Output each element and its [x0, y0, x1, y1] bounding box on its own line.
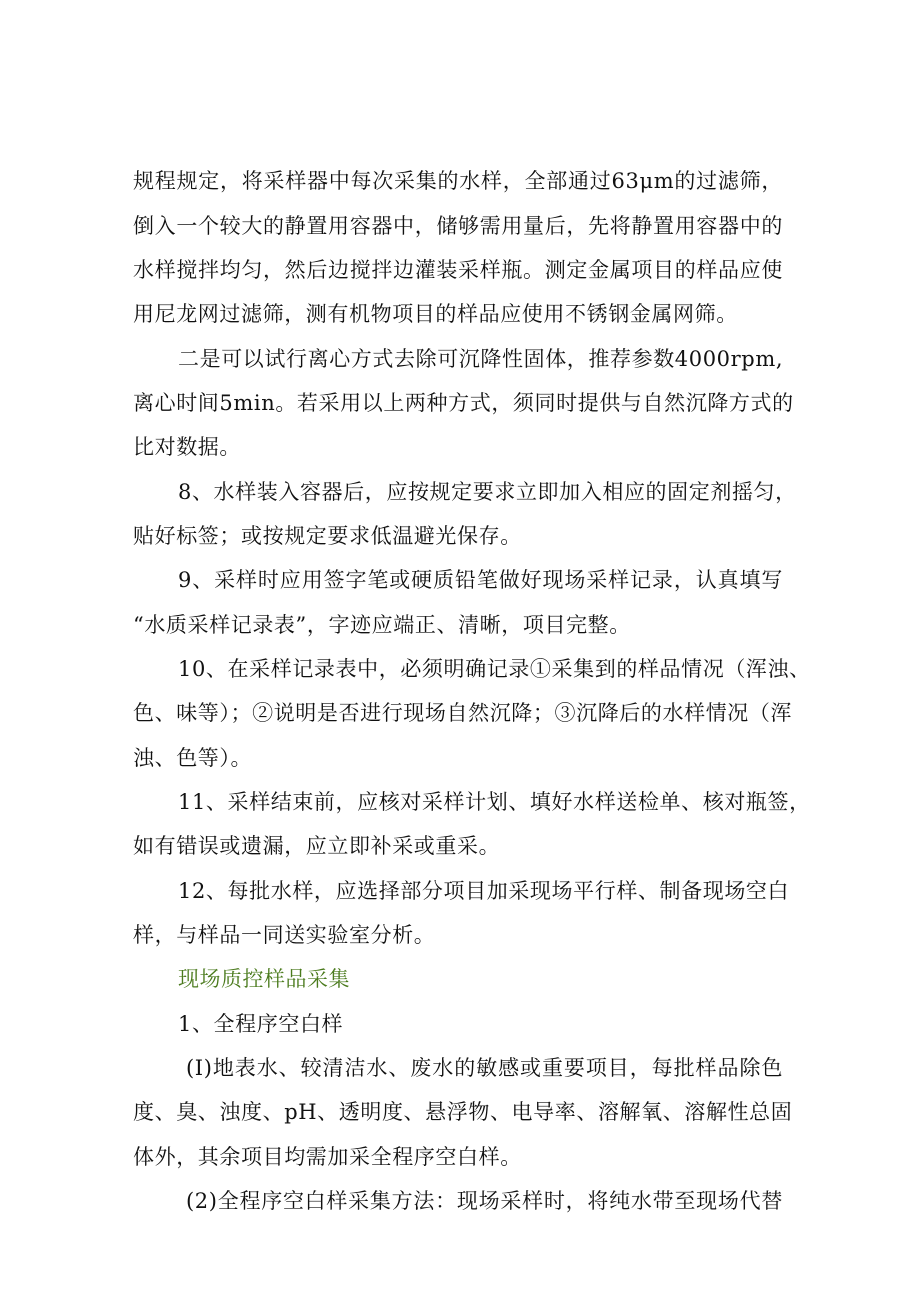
subheading: 1、全程序空白样	[178, 1012, 344, 1036]
text-line: 比对数据。	[133, 435, 241, 459]
text-line: 规程规定，将采样器中每次采集的水样，全部通过63μm的过滤筛，	[133, 169, 783, 193]
text-line: 度、臭、浊度、pH、透明度、悬浮物、电导率、溶解氧、溶解性总固	[133, 1100, 793, 1124]
text-line: 贴好标签；或按规定要求低温避光保存。	[133, 524, 522, 548]
text-line: “水质采样记录表”，字迹应端正、清晰，项目完整。	[133, 613, 631, 637]
text-line: 11、采样结束前，应核对采样计划、填好水样送检单、核对瓶签，	[178, 790, 811, 814]
text-line: 如有错误或遗漏，应立即补采或重采。	[133, 834, 501, 858]
text-line: (I)地表水、较清洁水、废水的敏感或重要项目，每批样品除色	[186, 1056, 783, 1080]
section-heading: 现场质控样品采集	[178, 967, 350, 991]
text-line: (2)全程序空白样采集方法：现场采样时，将纯水带至现场代替	[186, 1189, 783, 1213]
text-line: 10、在采样记录表中，必须明确记录①采集到的样品情况（浑浊、	[178, 657, 811, 681]
text-line: 12、每批水样，应选择部分项目加采现场平行样、制备现场空白	[178, 879, 790, 903]
text-line: 样，与样品一同送实验室分析。	[133, 923, 436, 947]
text-line: 体外，其余项目均需加采全程序空白样。	[133, 1145, 522, 1169]
text-line: 色、味等）；②说明是否进行现场自然沉降；③沉降后的水样情况（浑	[133, 701, 793, 725]
text-line: 二是可以试行离心方式去除可沉降性固体，推荐参数4000rpm,	[178, 347, 784, 371]
text-line: 水样搅拌均匀，然后边搅拌边灌装采样瓶。测定金属项目的样品应使	[133, 258, 783, 282]
text-line: 9、采样时应用签字笔或硬质铅笔做好现场采样记录，认真填写	[178, 568, 783, 592]
text-line: 用尼龙网过滤筛，测有机物项目的样品应使用不锈钢金属网筛。	[133, 302, 738, 326]
text-line: 离心时间5min。若采用以上两种方式，须同时提供与自然沉降方式的	[133, 391, 794, 415]
text-line: 倒入一个较大的静置用容器中，储够需用量后，先将静置用容器中的	[133, 214, 783, 238]
text-line: 浊、色等）。	[133, 746, 253, 770]
text-line: 8、水样装入容器后，应按规定要求立即加入相应的固定剂摇匀，	[178, 480, 797, 504]
